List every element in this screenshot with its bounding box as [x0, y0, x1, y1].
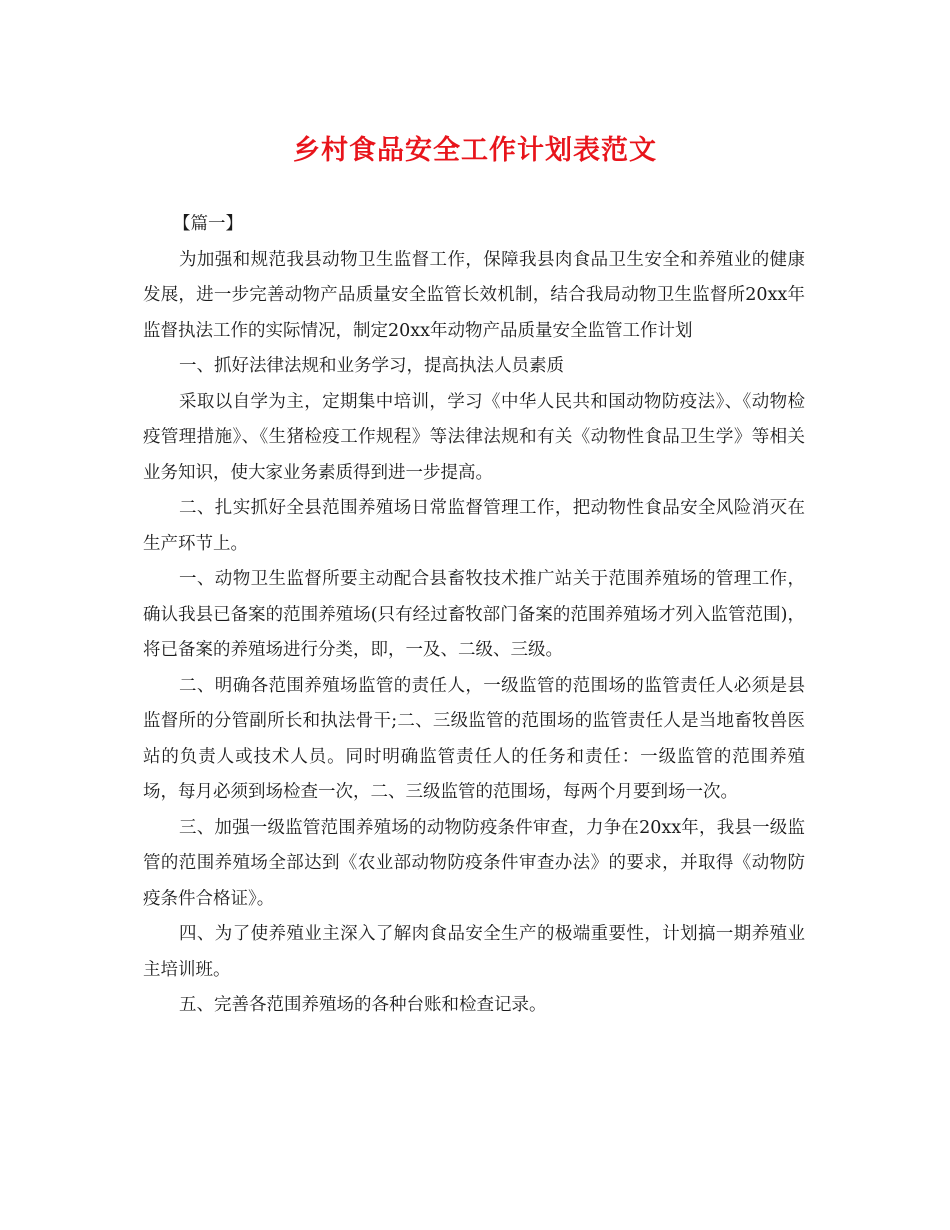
section-label: 【篇一】 [173, 214, 243, 234]
document-body [143, 207, 805, 1024]
paragraph-heading-2: 二、扎实抓好全县范围养殖场日常监督管理工作，把动物性食品安全风险消灭在生产环节上。 [143, 498, 805, 554]
paragraph-item-4: 四、为了使养殖业主深入了解肉食品安全生产的极端重要性，计划搞一期养殖业主培训班。 [143, 924, 805, 980]
paragraph-item-3: 三、加强一级监管范围养殖场的动物防疫条件审查，力争在20xx年，我县一级监管的范围养殖场全部达到《农业部动物防疫条件审查办法》的要求，并取得《动物防疫条件合格证》。 [143, 817, 805, 909]
document-title: 乡村食品安全工作计划表范文 [293, 135, 657, 166]
paragraph-item-2: 二、明确各范围养殖场监管的责任人，一级监管的范围场的监管责任人必须是县监督所的分管副所长和执法骨干;二、三级监管的范围场的监管责任人是当地畜牧兽医站的负责人或技术人员。同时明确监管责任人的任务和责任：一级监管的范围养殖场，每月必须到场检查一次，二、三级监管的范围场，每两个月要到场一次。 [143, 675, 805, 802]
paragraph-intro: 为加强和规范我县动物卫生监督工作，保障我县肉食品卫生安全和养殖业的健康发展，进一步完善动物产品质量安全监管长效机制，结合我局动物卫生监督所20xx年监督执法工作的实际情况，制定20xx年动物产品质量安全监管工作计划 [143, 249, 805, 341]
paragraph-study: 采取以自学为主，定期集中培训，学习《中华人民共和国动物防疫法》、《动物检疫管理措施》、《生猪检疫工作规程》等法律法规和有关《动物性食品卫生学》等相关业务知识，使大家业务素质得到进一步提高。 [143, 391, 805, 483]
paragraph-heading-1: 一、抓好法律法规和业务学习，提高执法人员素质 [179, 356, 564, 376]
paragraph-item-5: 五、完善各范围养殖场的各种台账和检查记录。 [179, 995, 547, 1015]
paragraph-item-1: 一、动物卫生监督所要主动配合县畜牧技术推广站关于范围养殖场的管理工作，确认我县已备案的范围养殖场(只有经过畜牧部门备案的范围养殖场才列入监管范围)，将已备案的养殖场进行分类，即，一及、二级、三级。 [143, 569, 805, 660]
